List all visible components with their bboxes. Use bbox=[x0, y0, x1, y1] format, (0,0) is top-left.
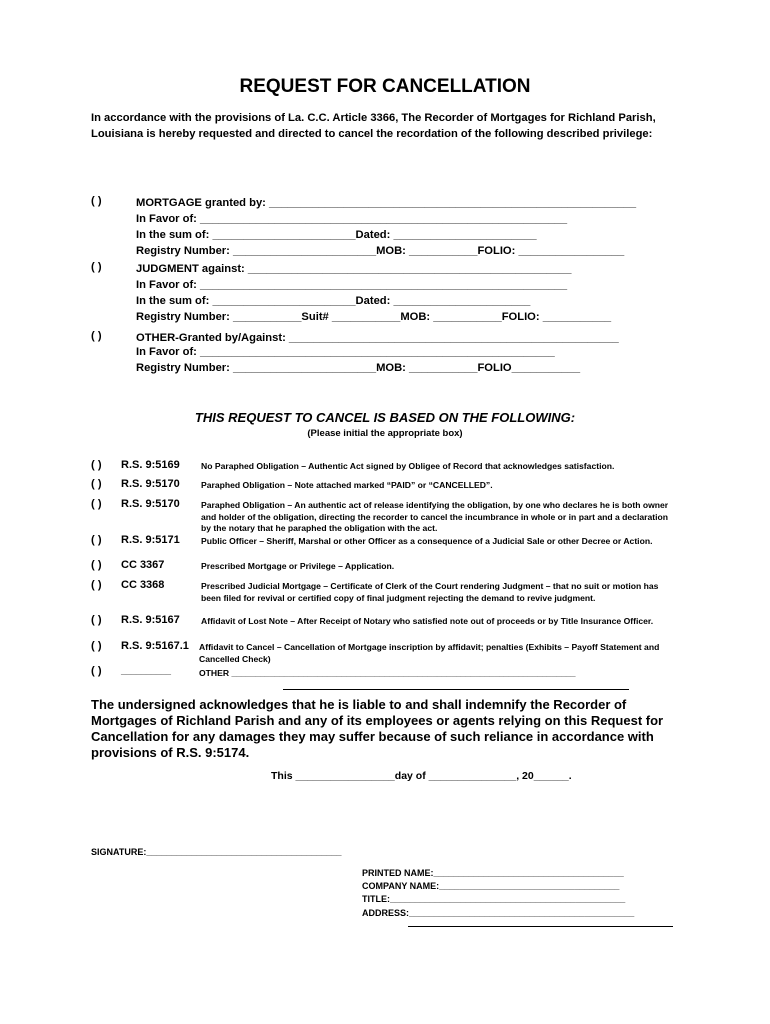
reason-code: R.S. 9:5169 bbox=[121, 459, 180, 471]
reason-text: Affidavit of Lost Note – After Receipt of Notary who satisfied note out of proceeds or by Title Insurance Officer. bbox=[201, 616, 654, 626]
reason-checkbox[interactable]: ( ) bbox=[91, 498, 102, 510]
mortgage-granted-by-field[interactable]: MORTGAGE granted by: ___________________________________________________________ bbox=[136, 197, 637, 209]
printed-name-field[interactable]: PRINTED NAME:______________________________________ bbox=[362, 868, 624, 878]
address-field[interactable]: ADDRESS:_____________________________________________ bbox=[362, 908, 635, 918]
reason-text: Paraphed Obligation – Note attached marked “PAID” or “CANCELLED”. bbox=[201, 480, 493, 490]
divider-line bbox=[283, 689, 629, 690]
mortgage-sum-dated-field[interactable]: In the sum of: _______________________Dated: _______________________ bbox=[136, 229, 537, 241]
title-field[interactable]: TITLE:_______________________________________________ bbox=[362, 894, 626, 904]
intro-paragraph: In accordance with the provisions of La. C.C. Article 3366, The Recorder of Mortgages for Richland Parish, Louisiana is hereby requested and directed to cancel the recordation of the following described privilege: bbox=[91, 112, 656, 140]
reason-text: Prescribed Mortgage or Privilege – Application. bbox=[201, 561, 395, 571]
reason-text: Prescribed Judicial Mortgage – Certificate of Clerk of the Court rendering Judgment – that no suit or motion has been filed for revival or certified copy of final judgment rejecting the demand to revive judgment. bbox=[201, 581, 659, 603]
reason-text: Paraphed Obligation – An authentic act of release identifying the obligation, by one who declares he is both owner and holder of the obligation, directing the recorder to cancel the incumbrance in whole or in part and a declaration by the notary that he paraphed the obligation with the act. bbox=[201, 500, 669, 533]
reason-checkbox[interactable]: ( ) bbox=[91, 459, 102, 471]
address-second-line[interactable] bbox=[408, 926, 673, 927]
reason-code: CC 3367 bbox=[121, 559, 165, 571]
reason-code: R.S. 9:5167.1 bbox=[121, 640, 189, 652]
reason-code: R.S. 9:5170 bbox=[121, 478, 180, 490]
other-granted-field[interactable]: OTHER-Granted by/Against: _____________________________________________________ bbox=[136, 332, 619, 344]
reason-checkbox[interactable]: ( ) bbox=[91, 614, 102, 626]
acknowledgement-paragraph: The undersigned acknowledges that he is liable to and shall indemnify the Recorder of Mortgages of Richland Parish and any of its employees or agents relying on this Request for Cancellation for any damages they may suffer because of such reliance in accordance with provisions of R.S. 9:5174. bbox=[91, 697, 664, 760]
signature-field[interactable]: SIGNATURE:_______________________________________ bbox=[91, 847, 342, 857]
reason-checkbox[interactable]: ( ) bbox=[91, 478, 102, 490]
judgment-sum-dated-field[interactable]: In the sum of: _______________________Dated: ______________________ bbox=[136, 295, 531, 307]
judgment-checkbox[interactable]: ( ) bbox=[91, 261, 102, 273]
judgment-in-favor-of-field[interactable]: In Favor of: ___________________________________________________________ bbox=[136, 279, 568, 291]
reason-text: Public Officer – Sheriff, Marshal or other Officer as a consequence of a Judicial Sale or other Decree or Action. bbox=[201, 536, 653, 546]
date-line[interactable]: This _________________day of _______________, 20______. bbox=[271, 770, 572, 782]
other-registry-field[interactable]: Registry Number: _______________________MOB: ___________FOLIO___________ bbox=[136, 362, 581, 374]
reason-checkbox[interactable]: ( ) bbox=[91, 579, 102, 591]
reason-code: R.S. 9:5167 bbox=[121, 614, 180, 626]
judgment-registry-field[interactable]: Registry Number: ___________Suit# ___________MOB: ___________FOLIO: ___________ bbox=[136, 311, 612, 323]
company-name-field[interactable]: COMPANY NAME:____________________________________ bbox=[362, 881, 620, 891]
reason-checkbox[interactable]: ( ) bbox=[91, 665, 102, 677]
reason-text: No Paraphed Obligation – Authentic Act signed by Obligee of Record that acknowledges satisfaction. bbox=[201, 461, 615, 471]
section-title: THIS REQUEST TO CANCEL IS BASED ON THE FOLLOWING: bbox=[194, 410, 576, 425]
reason-checkbox[interactable]: ( ) bbox=[91, 534, 102, 546]
reason-checkbox[interactable]: ( ) bbox=[91, 559, 102, 571]
reason-code: R.S. 9:5170 bbox=[121, 498, 180, 510]
reason-code: CC 3368 bbox=[121, 579, 165, 591]
reason-checkbox[interactable]: ( ) bbox=[91, 640, 102, 652]
reason-code[interactable]: __________ bbox=[121, 666, 172, 676]
reason-other-field[interactable]: OTHER ________________________________________________________________________ bbox=[199, 668, 576, 678]
reason-code: R.S. 9:5171 bbox=[121, 534, 180, 546]
other-checkbox[interactable]: ( ) bbox=[91, 330, 102, 342]
mortgage-registry-field[interactable]: Registry Number: _______________________MOB: ___________FOLIO: _________________ bbox=[136, 245, 625, 257]
judgment-against-field[interactable]: JUDGMENT against: ____________________________________________________ bbox=[136, 263, 572, 275]
mortgage-in-favor-of-field[interactable]: In Favor of: ___________________________________________________________ bbox=[136, 213, 568, 225]
page-title: REQUEST FOR CANCELLATION bbox=[239, 76, 531, 97]
reason-text: Affidavit to Cancel – Cancellation of Mortgage inscription by affidavit; penalties (Exhibits – Payoff Statement and Cancelled Check) bbox=[199, 642, 660, 664]
section-subtitle: (Please initial the appropriate box) bbox=[307, 428, 463, 439]
mortgage-checkbox[interactable]: ( ) bbox=[91, 195, 102, 207]
other-in-favor-of-field[interactable]: In Favor of: _________________________________________________________ bbox=[136, 346, 555, 358]
